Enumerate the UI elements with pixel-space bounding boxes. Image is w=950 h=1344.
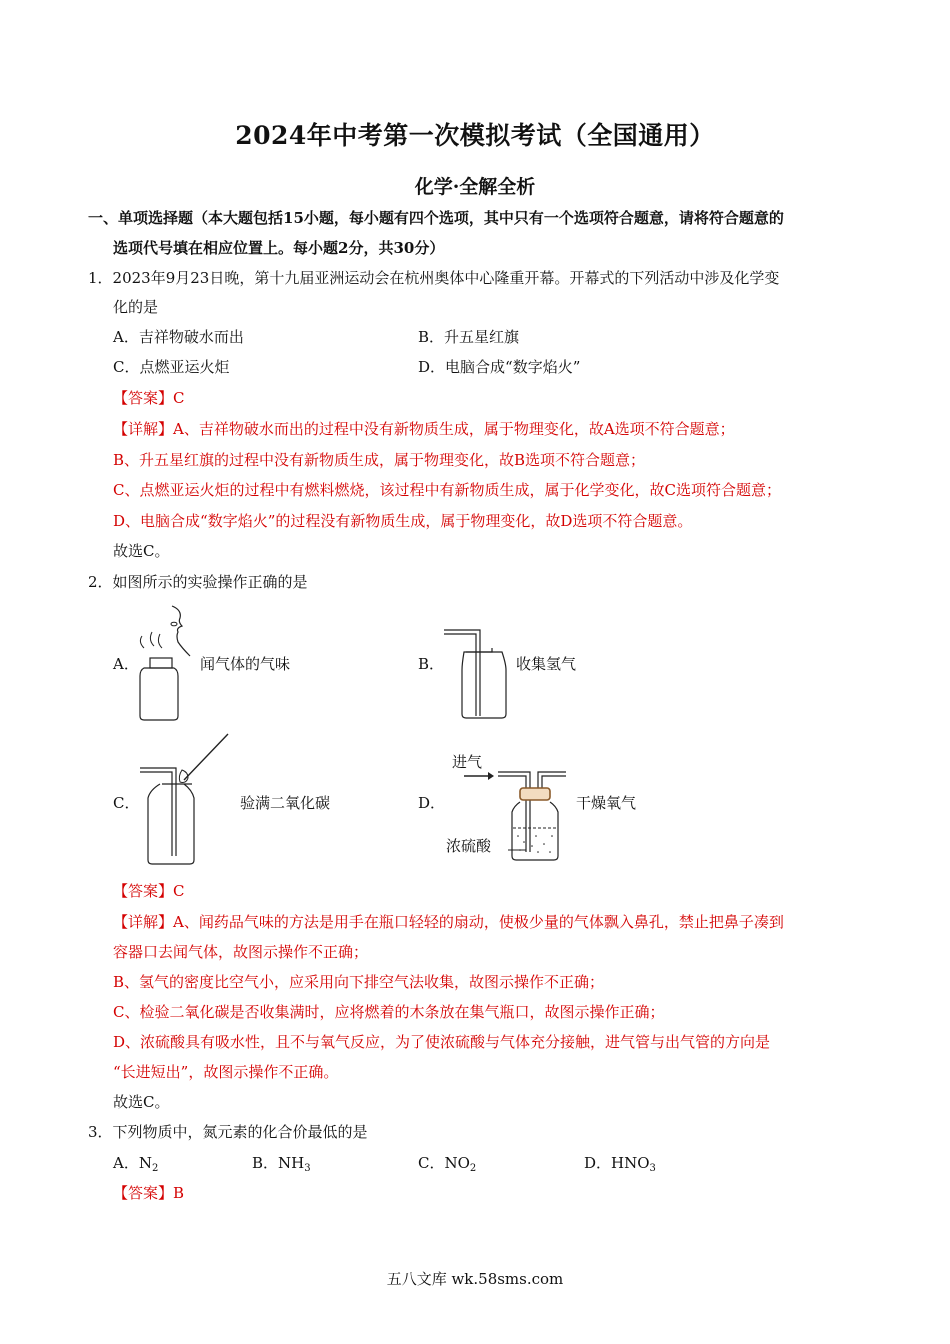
section-heading-line1: 一、单项选择题（本大题包括15小题，每小题有四个选项，其中只有一个选项符合题意，请将符合题意的 <box>88 209 784 227</box>
q1-explanation-line2: B、升五星红旗的过程中没有新物质生成，属于物理变化，故B选项不符合题意； <box>113 451 646 469</box>
q2-explanation-line2: 容器口去闻气体，故图示操作不正确； <box>113 943 369 961</box>
q2-option-c-letter: C． <box>113 794 140 812</box>
page-footer: 五八文库 wk.58sms.com <box>386 1270 564 1288</box>
q2-figure-d-acid-label: 浓硫酸 <box>446 837 492 855</box>
q1-explanation-line3: C、点燃亚运火炬的过程中有燃料燃烧，该过程中有新物质生成，属于化学变化，故C选项符合题意； <box>113 481 781 499</box>
q1-option-c: C．点燃亚运火炬 <box>113 358 230 376</box>
q2-option-d-text: 干燥氧气 <box>576 794 637 812</box>
q3-option-c: C．$NO_2$ <box>418 1154 477 1174</box>
page-title: 2024年中考第一次模拟考试（全国通用） <box>235 121 715 150</box>
q1-option-a: A．吉祥物破水而出 <box>113 328 244 346</box>
q3-option-a: A．$N_2$ <box>113 1154 159 1174</box>
q1-stem-line1: 1．2023年9月23日晚，第十九届亚洲运动会在杭州奥体中心隆重开幕。开幕式的下列活动中涉及化学变 <box>88 269 780 287</box>
smell-gas-figure <box>132 602 202 724</box>
q2-explanation-line1: 【详解】A、闻药品气味的方法是用手在瓶口轻轻的扇动，使极少量的气体飘入鼻孔，禁止把鼻子凑到 <box>113 913 784 931</box>
q2-explanation-line5: D、浓硫酸具有吸水性，且不与氧气反应，为了使浓硫酸与气体充分接触，进气管与出气管的方向是 <box>113 1033 771 1051</box>
q3-stem: 3．下列物质中，氮元素的化合价最低的是 <box>88 1123 368 1141</box>
q1-conclusion: 故选C。 <box>113 542 170 560</box>
q2-option-a-letter: A． <box>113 655 139 673</box>
q2-explanation-line3: B、氢气的密度比空气小，应采用向下排空气法收集，故图示操作不正确； <box>113 973 605 991</box>
q2-explanation-line6: “长进短出”，故图示操作不正确。 <box>113 1063 339 1081</box>
q2-option-b-text: 收集氢气 <box>516 655 577 673</box>
q2-figure-d-inlet-label: 进气 <box>452 753 483 771</box>
q1-explanation-line4: D、电脑合成“数字焰火”的过程没有新物质生成，属于物理变化，故D选项不符合题意。 <box>113 512 693 530</box>
q1-stem-line2: 化的是 <box>113 298 159 316</box>
dry-oxygen-figure <box>462 758 572 868</box>
q3-answer: 【答案】B <box>113 1184 185 1202</box>
q2-option-d-letter: D． <box>418 794 446 812</box>
collect-hydrogen-figure <box>442 624 512 724</box>
page-subtitle: 化学·全解全析 <box>414 176 536 198</box>
q1-option-b: B．升五星红旗 <box>418 328 520 346</box>
q1-explanation-line1: 【详解】A、吉祥物破水而出的过程中没有新物质生成，属于物理变化，故A选项不符合题意； <box>113 420 735 438</box>
q3-option-d: D．$HNO_3$ <box>584 1154 656 1174</box>
q2-conclusion: 故选C。 <box>113 1093 170 1111</box>
q1-option-d: D．电脑合成“数字焰火” <box>418 358 581 376</box>
verify-co2-figure <box>136 732 236 868</box>
q1-answer: 【答案】C <box>113 389 185 407</box>
q2-stem: 2．如图所示的实验操作正确的是 <box>88 573 308 591</box>
q2-explanation-line4: C、检验二氧化碳是否收集满时，应将燃着的木条放在集气瓶口，故图示操作正确； <box>113 1003 665 1021</box>
q2-option-b-letter: B． <box>418 655 445 673</box>
q2-option-c-text: 验满二氧化碳 <box>240 794 331 812</box>
q3-option-b: B．$NH_3$ <box>252 1154 311 1174</box>
q2-answer: 【答案】C <box>113 882 185 900</box>
section-heading-line2: 选项代号填在相应位置上。每小题2分，共30分） <box>113 239 445 257</box>
q2-option-a-text: 闻气体的气味 <box>200 655 291 673</box>
